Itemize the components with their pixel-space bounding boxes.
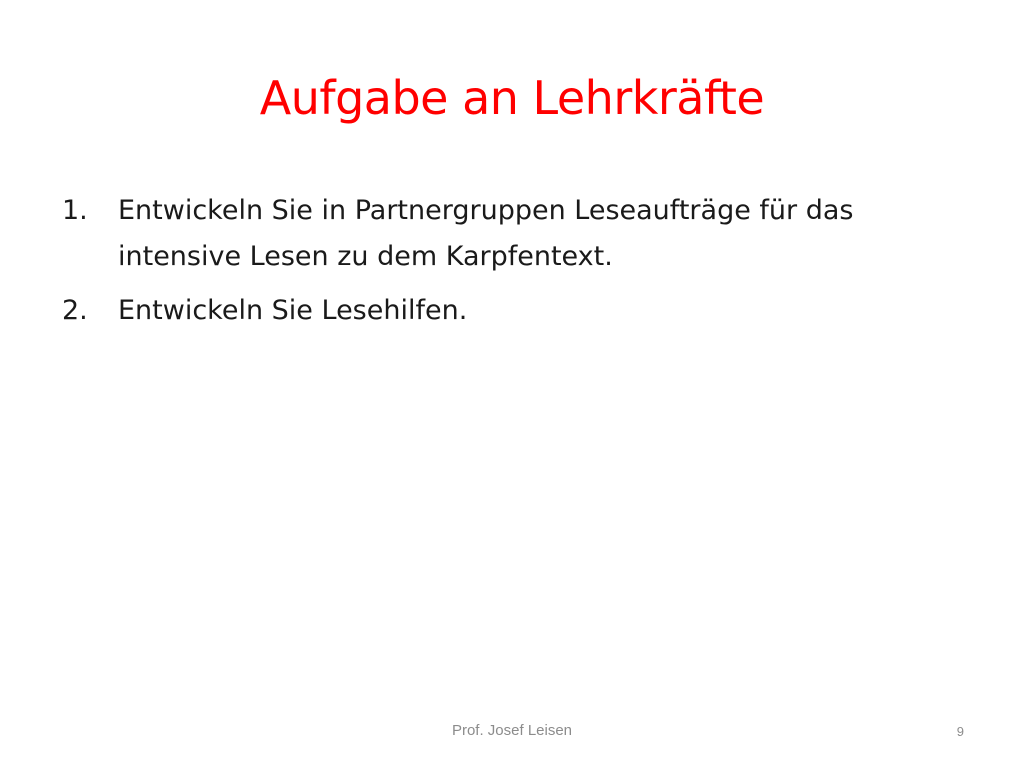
list-item-number: 1.	[62, 195, 88, 226]
slide-title: Aufgabe an Lehrkräfte	[259, 71, 765, 125]
slide-footer: Prof. Josef Leisen	[451, 722, 573, 739]
task-list	[62, 188, 962, 342]
list-item-text: Entwickeln Sie in Partnergruppen Leseaufträge für das intensive Lesen zu dem Karpfentext.	[118, 195, 854, 272]
list-item	[62, 288, 962, 334]
list-item	[62, 188, 962, 280]
slide-page-number: 9	[956, 724, 964, 739]
list-item-text: Entwickeln Sie Lesehilfen.	[118, 295, 468, 326]
list-item-number: 2.	[62, 295, 88, 326]
